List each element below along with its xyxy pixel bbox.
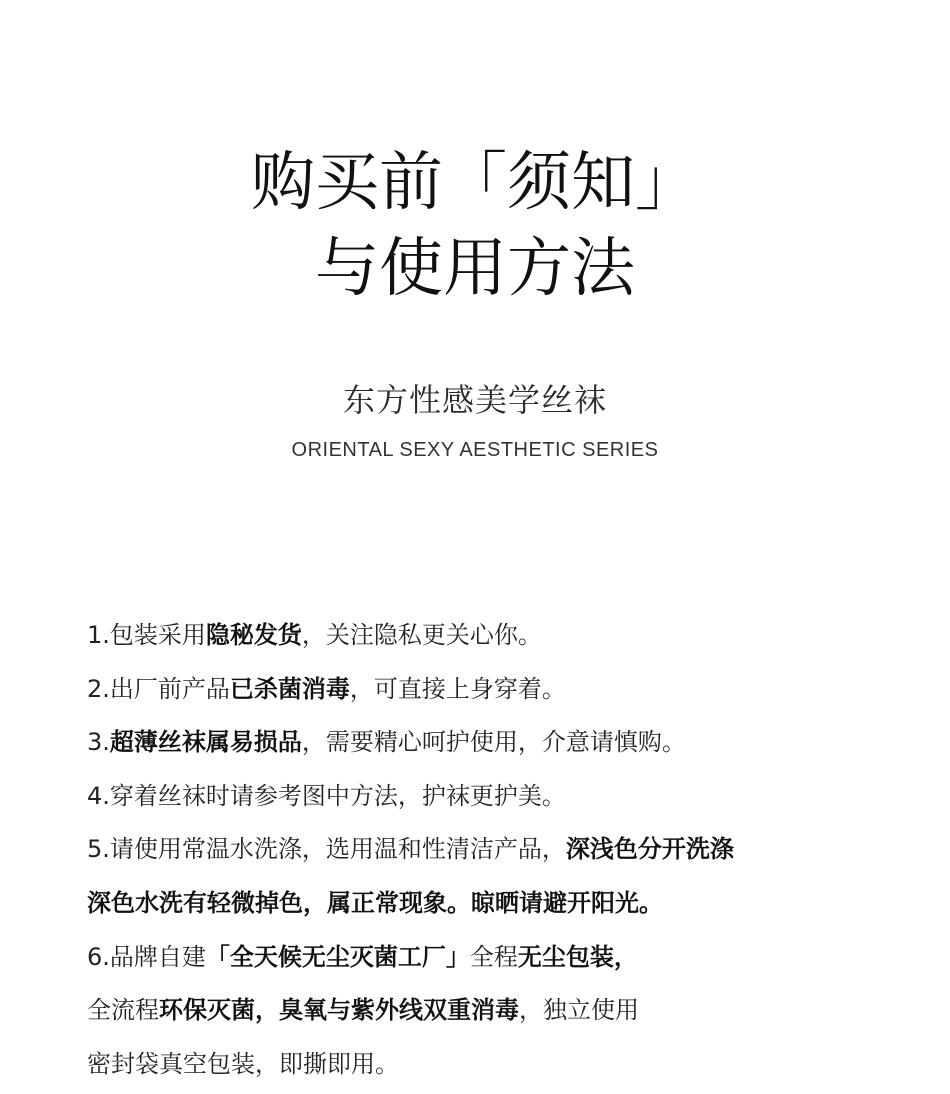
note-line (87, 773, 937, 827)
note-line (87, 666, 937, 720)
note-text-emphasis: 无尘包装， (517, 942, 638, 971)
note-text-emphasis: 超薄丝袜属易损品 (109, 728, 302, 757)
note-text-emphasis: 环保灭菌，臭氧与紫外线双重消毒 (159, 996, 519, 1025)
note-line (87, 934, 937, 988)
note-line (87, 1041, 937, 1094)
note-line (87, 880, 937, 934)
note-text: ，需要精心呵护使用，介意请慎购。 (301, 728, 686, 757)
note-line (87, 612, 937, 666)
note-text-emphasis: 深浅色分开洗涤 (565, 835, 734, 864)
note-text-emphasis: 隐秘发货 (205, 621, 302, 649)
subtitle-chinese: 东方性感美学丝袜 (342, 381, 607, 419)
note-text: 密封袋真空包装，即撕即用。 (87, 1049, 399, 1078)
note-text-emphasis: 已杀菌消毒 (229, 674, 350, 703)
note-line (87, 826, 937, 880)
note-text: 6.品牌自建 (87, 942, 206, 971)
subtitle-english: ORIENTAL SEXY AESTHETIC SERIES (291, 439, 659, 461)
note-text: ，关注隐私更关心你。 (301, 621, 542, 649)
note-text: 5.请使用常温水洗涤，选用温和性清洁产品， (87, 835, 566, 864)
note-text: 1.包装采用 (87, 621, 206, 649)
note-text: ，独立使用 (519, 996, 639, 1025)
note-text-emphasis: 「全天候无尘灭菌工厂」 (205, 942, 470, 971)
note-line (87, 987, 937, 1041)
note-text: 全流程 (87, 996, 159, 1025)
note-text: 2.出厂前产品 (87, 674, 230, 703)
page-title-line-2: 与使用方法 (315, 232, 635, 306)
note-text-emphasis: 深色水洗有轻微掉色，属正常现象。晾晒请避开阳光。 (87, 888, 663, 917)
page-title-line-1: 购买前「须知」 (251, 146, 699, 220)
usage-notes-list (87, 612, 937, 1094)
note-text: 4.穿着丝袜时请参考图中方法，护袜更护美。 (87, 781, 566, 810)
note-text: 3. (87, 728, 110, 757)
note-line (87, 719, 937, 773)
note-text: ，可直接上身穿着。 (349, 674, 566, 703)
note-text: 全程 (469, 942, 518, 971)
